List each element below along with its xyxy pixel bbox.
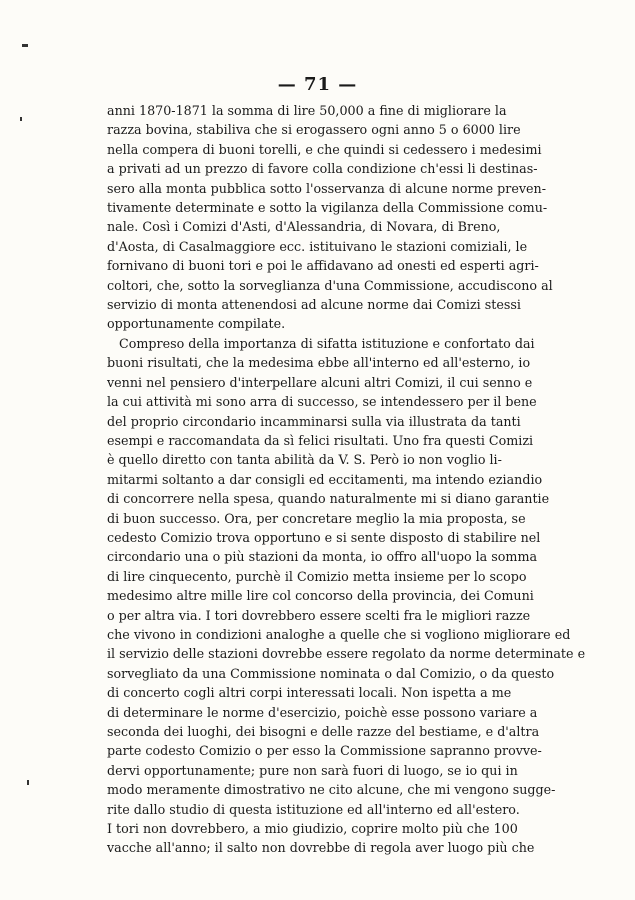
text-line: a privati ad un prezzo di favore colla condizione ch'essi li destinas- — [107, 161, 538, 177]
text-line: anni 1870-1871 la somma di lire 50,000 a fine di migliorare la — [107, 103, 507, 118]
text-line: la cui attività mi sono arra di successo, se intendessero per il bene — [107, 394, 537, 410]
text-line: buoni risultati, che la medesima ebbe all'interno ed all'esterno, io — [107, 355, 531, 371]
text-line: circondario una o più stazioni da monta, io offro all'uopo la somma — [107, 549, 538, 565]
text-line: tivamente determinate e sotto la vigilanza della Commissione comu- — [107, 200, 548, 216]
text-line: di concerto cogli altri corpi interessati locali. Non ispetta a me — [107, 685, 512, 701]
paragraph — [107, 334, 586, 858]
text-line: esempi e raccomandata da sì felici risultati. Uno fra questi Comizi — [107, 432, 534, 448]
page-number: — 71 — — [277, 74, 358, 95]
text-line: Compreso della importanza di sifatta istituzione e confortato dai — [119, 335, 535, 351]
scan-mark — [22, 44, 28, 47]
body-text — [107, 101, 586, 858]
text-line: I tori non dovrebbero, a mio giudizio, coprire molto più che 100 — [107, 821, 518, 837]
text-line: sorvegliato da una Commissione nominata o dal Comizio, o da questo — [107, 665, 555, 681]
text-line: il servizio delle stazioni dovrebbe essere regolato da norme determinate e — [107, 646, 586, 662]
scan-mark — [27, 780, 29, 785]
text-line: di buon successo. Ora, per concretare meglio la mia proposta, se — [107, 510, 526, 526]
text-line: d'Aosta, di Casalmaggiore ecc. istituivano le stazioni comiziali, le — [107, 238, 528, 254]
text-line: seconda dei luoghi, dei bisogni e delle razze del bestiame, e d'altra — [107, 724, 540, 739]
text-line: nale. Così i Comizi d'Asti, d'Alessandria, di Novara, di Breno, — [107, 219, 501, 235]
text-line: servizio di monta attenendosi ad alcune norme dai Comizi stessi — [107, 297, 521, 313]
text-line: nella compera di buoni torelli, e che quindi si cedessero i medesimi — [107, 141, 542, 157]
scan-mark — [20, 117, 22, 121]
text-line: dervi opportunamente; pure non sarà fuori di luogo, se io qui in — [107, 762, 518, 778]
text-line: rite dallo studio di questa istituzione ed all'interno ed all'estero. — [107, 801, 520, 817]
text-line: parte codesto Comizio o per esso la Commissione sapranno provve- — [107, 743, 542, 759]
text-line: di determinare le norme d'esercizio, poichè esse possono variare a — [107, 704, 538, 720]
text-line: è quello diretto con tanta abilità da V. S. Però io non voglio li- — [107, 452, 502, 468]
text-line: razza bovina, stabiliva che si erogassero ogni anno 5 o 6000 lire — [107, 122, 521, 138]
text-line: coltori, che, sotto la sorveglianza d'una Commissione, accudiscono al — [107, 277, 553, 293]
text-line: di lire cinquecento, purchè il Comizio metta insieme per lo scopo — [107, 568, 527, 584]
text-line: mitarmi soltanto a dar consigli ed eccitamenti, ma intendo eziandio — [107, 471, 543, 487]
text-line: o per altra via. I tori dovrebbero essere scelti fra le migliori razze — [107, 607, 531, 623]
text-line: venni nel pensiero d'interpellare alcuni altri Comizi, il cui senno e — [107, 374, 533, 390]
text-line: modo meramente dimostrativo ne cito alcune, che mi vengono sugge- — [107, 782, 556, 798]
text-line: sero alla monta pubblica sotto l'osservanza di alcune norme preven- — [107, 180, 547, 196]
text-line: fornivano di buoni tori e poi le affidavano ad onesti ed esperti agri- — [107, 258, 539, 274]
text-line: di concorrere nella spesa, quando naturalmente mi si diano garantie — [107, 491, 550, 507]
text-line: vacche all'anno; il salto non dovrebbe di regola aver luogo più che — [107, 840, 535, 856]
text-line: medesimo altre mille lire col concorso della provincia, dei Comuni — [107, 588, 534, 604]
paragraph — [107, 101, 553, 334]
text-line: che vivono in condizioni analoghe a quelle che si vogliono migliorare ed — [107, 626, 571, 642]
text-line: opportunamente compilate. — [107, 316, 286, 332]
text-line: del proprio circondario incamminarsi sulla via illustrata da tanti — [107, 413, 521, 429]
text-line: cedesto Comizio trova opportuno e si sente disposto di stabilire nel — [107, 529, 541, 545]
